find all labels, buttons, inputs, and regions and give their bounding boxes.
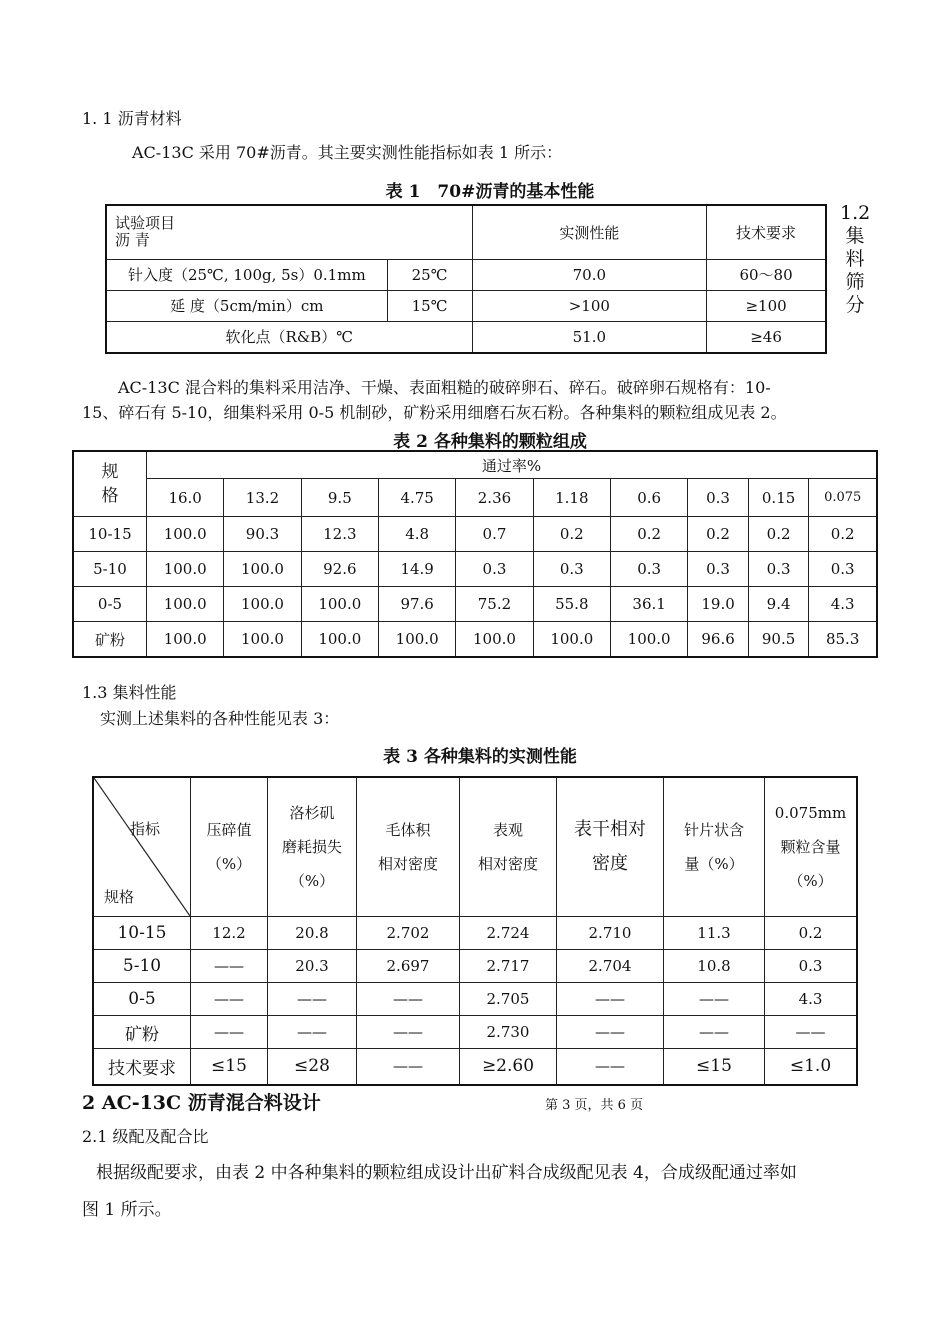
table2-cell: 0.2 bbox=[533, 517, 610, 552]
table2-cell: 55.8 bbox=[533, 587, 610, 622]
table2-cell: 92.6 bbox=[301, 552, 378, 587]
table2-cell: 100.0 bbox=[147, 552, 224, 587]
table3-cell-spec: 矿粉 bbox=[93, 1016, 191, 1049]
table2-caption: 表 2 各种集料的颗粒组成 bbox=[393, 432, 587, 452]
table-row bbox=[73, 622, 877, 658]
table2-cell: 0.2 bbox=[610, 517, 687, 552]
side-heading-char: 分 bbox=[845, 294, 865, 316]
table3-cell: 2.717 bbox=[460, 950, 557, 983]
table3-cell-spec: 技术要求 bbox=[93, 1049, 191, 1085]
table3-header-flaky bbox=[664, 777, 765, 917]
table-aggregate-properties bbox=[92, 776, 858, 1086]
table3-cell: ≤28 bbox=[268, 1049, 357, 1085]
table2-cell-spec: 5-10 bbox=[73, 552, 147, 587]
table2-cell: 100.0 bbox=[301, 622, 378, 658]
paragraph-asphalt-intro: AC-13C 采用 70#沥青。其主要实测性能指标如表 1 所示： bbox=[132, 143, 563, 162]
table3-header-line: 表观 bbox=[492, 821, 523, 839]
table-row bbox=[93, 983, 857, 1016]
table3-cell-spec: 5-10 bbox=[93, 950, 191, 983]
table3-cell: —— bbox=[191, 1016, 268, 1049]
table3-cell: 12.2 bbox=[191, 917, 268, 950]
table3-cell: —— bbox=[268, 1016, 357, 1049]
section-heading-1-3: 1.3 集料性能 bbox=[82, 683, 177, 702]
table2-cell: 4.3 bbox=[809, 587, 877, 622]
table1-cell-requirement: ≥46 bbox=[707, 321, 826, 353]
table2-cell-spec: 矿粉 bbox=[73, 622, 147, 658]
page-footer: 第 3 页，共 6 页 bbox=[545, 1098, 644, 1113]
table3-cell: 20.8 bbox=[268, 917, 357, 950]
section-heading-1-1: 1. 1 沥青材料 bbox=[82, 109, 182, 128]
table3-cell: —— bbox=[664, 1016, 765, 1049]
table3-cell: —— bbox=[191, 950, 268, 983]
table1-cell-name: 针入度（25℃, 100g, 5s）0.1mm bbox=[106, 259, 387, 290]
table2-cell-spec: 0-5 bbox=[73, 587, 147, 622]
table-row bbox=[106, 259, 826, 290]
table3-header-apparent-density bbox=[460, 777, 557, 917]
table2-sieve-header: 1.18 bbox=[533, 479, 610, 517]
table2-cell: 4.8 bbox=[378, 517, 455, 552]
table3-corner-bottom: 规格 bbox=[104, 888, 135, 906]
table3-cell: —— bbox=[357, 1016, 460, 1049]
table2-cell: 96.6 bbox=[688, 622, 749, 658]
table2-cell: 0.2 bbox=[748, 517, 809, 552]
table-gradation bbox=[72, 450, 878, 658]
table3-cell: ≤1.0 bbox=[765, 1049, 858, 1085]
table2-cell: 97.6 bbox=[378, 587, 455, 622]
table2-cell: 100.0 bbox=[301, 587, 378, 622]
table1-cell-requirement: 60～80 bbox=[707, 259, 826, 290]
table1-cell-measured: 70.0 bbox=[472, 259, 707, 290]
table-row bbox=[93, 950, 857, 983]
section-heading-2-1: 2.1 级配及配合比 bbox=[82, 1127, 209, 1146]
table1-cell-measured: >100 bbox=[472, 290, 707, 321]
table2-cell: 100.0 bbox=[147, 587, 224, 622]
table2-cell: 12.3 bbox=[301, 517, 378, 552]
table3-cell: ≥2.60 bbox=[460, 1049, 557, 1085]
table2-spec-label-1: 规 bbox=[101, 462, 119, 482]
table3-header-line: 量（%） bbox=[684, 855, 744, 873]
table-asphalt-properties bbox=[105, 204, 827, 354]
table2-cell: 100.0 bbox=[456, 622, 533, 658]
table3-cell: ≤15 bbox=[664, 1049, 765, 1085]
table1-cell-condition: 25℃ bbox=[387, 259, 472, 290]
table3-cell: 0.3 bbox=[765, 950, 858, 983]
table3-header-line: 相对密度 bbox=[377, 855, 438, 873]
table3-cell: 4.3 bbox=[765, 983, 858, 1016]
table2-cell: 0.3 bbox=[610, 552, 687, 587]
table2-cell-spec: 10-15 bbox=[73, 517, 147, 552]
section-heading-2: 2 AC-13C 沥青混合料设计 bbox=[82, 1092, 321, 1114]
table3-corner-header bbox=[93, 777, 191, 917]
table2-sieve-header: 0.3 bbox=[688, 479, 749, 517]
table3-cell: —— bbox=[357, 1049, 460, 1085]
table2-sieve-header: 16.0 bbox=[147, 479, 224, 517]
table3-cell: —— bbox=[357, 983, 460, 1016]
table1-header-measured: 实测性能 bbox=[472, 205, 707, 259]
table-row bbox=[93, 1049, 857, 1085]
table3-header-bulk-density bbox=[357, 777, 460, 917]
table2-cell: 0.2 bbox=[809, 517, 877, 552]
table3-header-fines bbox=[765, 777, 858, 917]
table1-cell-measured: 51.0 bbox=[472, 321, 707, 353]
table2-cell: 0.3 bbox=[456, 552, 533, 587]
table1-header-item: 试验项目 bbox=[115, 214, 176, 233]
table1-caption: 表 1 70#沥青的基本性能 bbox=[385, 182, 595, 202]
table2-sieve-header: 0.6 bbox=[610, 479, 687, 517]
table3-header-line: 洛杉矶 bbox=[289, 804, 335, 822]
table3-header-line: 表干相对 bbox=[574, 819, 646, 840]
table3-cell: 2.705 bbox=[460, 983, 557, 1016]
table3-header-line: （%） bbox=[289, 872, 335, 890]
table3-cell: 0.2 bbox=[765, 917, 858, 950]
paragraph-aggregate-line1: AC-13C 混合料的集料采用洁净、干燥、表面粗糙的破碎卵石、碎石。破碎卵石规格有：10- bbox=[118, 378, 771, 397]
table2-cell: 85.3 bbox=[809, 622, 877, 658]
side-heading-char: 筛 bbox=[845, 271, 865, 293]
table2-sieve-header: 9.5 bbox=[301, 479, 378, 517]
table3-header-line: 密度 bbox=[592, 853, 628, 874]
table2-cell: 0.3 bbox=[809, 552, 877, 587]
table3-cell: —— bbox=[557, 1049, 664, 1085]
table3-header-line: 压碎值 bbox=[206, 821, 252, 839]
table3-header-line: 颗粒含量 bbox=[780, 838, 841, 856]
table3-cell: 2.724 bbox=[460, 917, 557, 950]
table2-cell: 75.2 bbox=[456, 587, 533, 622]
table1-corner-header bbox=[106, 205, 472, 259]
paragraph-aggregate-performance: 实测上述集料的各种性能见表 3： bbox=[100, 709, 340, 728]
table-row bbox=[106, 290, 826, 321]
table2-spec-header bbox=[73, 451, 147, 517]
table-row bbox=[73, 587, 877, 622]
table3-cell: 2.704 bbox=[557, 950, 664, 983]
table-row bbox=[93, 917, 857, 950]
table2-sieve-header: 13.2 bbox=[224, 479, 301, 517]
table2-sieve-header: 0.15 bbox=[748, 479, 809, 517]
table3-header-line: 毛体积 bbox=[385, 821, 431, 839]
side-heading-char: 集 bbox=[845, 225, 865, 247]
table3-cell: 2.697 bbox=[357, 950, 460, 983]
paragraph-gradation-line2: 图 1 所示。 bbox=[82, 1200, 172, 1220]
table3-cell: —— bbox=[191, 983, 268, 1016]
table2-cell: 100.0 bbox=[224, 587, 301, 622]
table-row bbox=[73, 517, 877, 552]
side-heading-1-2 bbox=[840, 202, 870, 317]
table2-pass-header: 通过率% bbox=[147, 451, 878, 479]
table1-cell-requirement: ≥100 bbox=[707, 290, 826, 321]
table3-cell: —— bbox=[765, 1016, 858, 1049]
table3-header-line: （%） bbox=[788, 872, 833, 890]
table3-header-crush bbox=[191, 777, 268, 917]
table-row bbox=[93, 1016, 857, 1049]
table3-cell: 10.8 bbox=[664, 950, 765, 983]
table3-cell: 11.3 bbox=[664, 917, 765, 950]
side-heading-char: 料 bbox=[845, 248, 865, 270]
table3-cell-spec: 0-5 bbox=[93, 983, 191, 1016]
table3-cell: 20.3 bbox=[268, 950, 357, 983]
table3-cell: —— bbox=[557, 983, 664, 1016]
table1-header-sub: 沥 青 bbox=[115, 231, 150, 250]
table1-cell-name: 软化点（R&B）℃ bbox=[106, 321, 472, 353]
table2-sieve-header: 2.36 bbox=[456, 479, 533, 517]
table3-cell-spec: 10-15 bbox=[93, 917, 191, 950]
side-heading-char: 1.2 bbox=[840, 202, 871, 224]
paragraph-gradation-line1: 根据级配要求，由表 2 中各种集料的颗粒组成设计出矿料合成级配见表 4，合成级配通过率如 bbox=[96, 1163, 797, 1183]
table2-cell: 100.0 bbox=[533, 622, 610, 658]
table2-cell: 100.0 bbox=[147, 517, 224, 552]
table2-cell: 0.3 bbox=[688, 552, 749, 587]
table1-cell-condition: 15℃ bbox=[387, 290, 472, 321]
table3-cell: 2.702 bbox=[357, 917, 460, 950]
table2-sieve-header: 0.075 bbox=[809, 479, 877, 517]
table2-cell: 9.4 bbox=[748, 587, 809, 622]
table3-cell: —— bbox=[557, 1016, 664, 1049]
table3-cell: —— bbox=[268, 983, 357, 1016]
table2-cell: 0.2 bbox=[688, 517, 749, 552]
table1-cell-name: 延 度（5cm/min）cm bbox=[106, 290, 387, 321]
table2-cell: 19.0 bbox=[688, 587, 749, 622]
table3-header-line: （%） bbox=[206, 855, 252, 873]
table3-cell: ≤15 bbox=[191, 1049, 268, 1085]
table-row bbox=[73, 552, 877, 587]
table3-cell: —— bbox=[664, 983, 765, 1016]
table3-corner-top: 指标 bbox=[130, 820, 161, 838]
table3-header-line: 磨耗损失 bbox=[281, 838, 342, 856]
table3-header-line: 0.075mm bbox=[774, 804, 847, 822]
paragraph-aggregate-line2: 15、碎石有 5-10，细集料采用 0-5 机制砂，矿粉采用细磨石灰石粉。各种集料的颗粒组成见表 2。 bbox=[82, 403, 787, 422]
table3-cell: 2.710 bbox=[557, 917, 664, 950]
table2-cell: 100.0 bbox=[224, 552, 301, 587]
table3-header-line: 相对密度 bbox=[477, 855, 538, 873]
table3-cell: 2.730 bbox=[460, 1016, 557, 1049]
table2-cell: 0.3 bbox=[533, 552, 610, 587]
table2-cell: 14.9 bbox=[378, 552, 455, 587]
table2-cell: 90.5 bbox=[748, 622, 809, 658]
table-row bbox=[106, 321, 826, 353]
table2-cell: 0.7 bbox=[456, 517, 533, 552]
table2-sieve-header: 4.75 bbox=[378, 479, 455, 517]
table2-cell: 100.0 bbox=[378, 622, 455, 658]
table2-spec-label-2: 格 bbox=[101, 486, 119, 506]
table3-caption: 表 3 各种集料的实测性能 bbox=[383, 747, 577, 767]
table2-cell: 100.0 bbox=[147, 622, 224, 658]
table2-cell: 100.0 bbox=[224, 622, 301, 658]
table3-header-la-abrasion bbox=[268, 777, 357, 917]
table3-header-line: 针片状含 bbox=[683, 821, 744, 839]
table1-header-requirement: 技术要求 bbox=[707, 205, 826, 259]
table2-cell: 0.3 bbox=[748, 552, 809, 587]
table2-cell: 90.3 bbox=[224, 517, 301, 552]
table2-cell: 36.1 bbox=[610, 587, 687, 622]
table2-cell: 100.0 bbox=[610, 622, 687, 658]
table3-header-ssd-density bbox=[557, 777, 664, 917]
